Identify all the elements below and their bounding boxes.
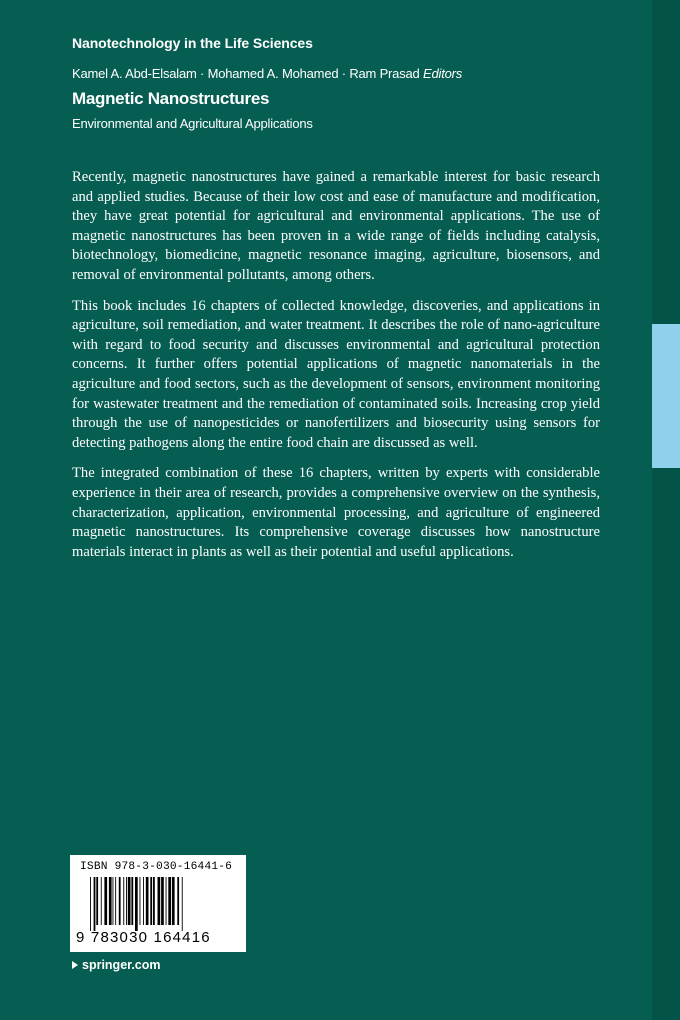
barcode-bar (115, 877, 116, 925)
barcode-bar (140, 877, 141, 925)
barcode-icon (90, 877, 230, 931)
barcode-bar (96, 877, 98, 925)
arrow-icon (72, 961, 78, 969)
publisher-link-text: springer.com (82, 958, 161, 972)
blurb-paragraph-1: Recently, magnetic nanostructures have gained a remarkable interest for basic research and applied studies. Because of their low cost and ease of manufacture and modification, they have great potential for agricultural and environmental applications. The use of magnetic nanostructures has been proven in a wide range of fields including catalysis, biotechnology, biomedicine, magnetic resonance imaging, agriculture, biosensors, and removal of environmental pollutants, among others. (72, 169, 600, 283)
spine-strip (652, 0, 680, 1020)
barcode-bar (153, 877, 155, 925)
barcode-bar (143, 877, 144, 925)
publisher-link[interactable] (72, 958, 161, 972)
barcode-bar (123, 877, 124, 925)
blurb (72, 168, 600, 573)
barcode-bar (131, 877, 133, 925)
barcode-bar (177, 877, 179, 925)
editors-line (72, 66, 462, 81)
barcode-bar (126, 877, 127, 925)
book-title: Magnetic Nanostructures (72, 89, 270, 108)
barcode-bar (146, 877, 149, 925)
editor-names: Kamel A. Abd-Elsalam · Mohamed A. Mohamed · Ram Prasad (72, 66, 420, 81)
barcode-bar (113, 877, 114, 925)
barcode-bar (135, 877, 138, 931)
barcode-box (70, 855, 246, 952)
barcode-bar (128, 877, 131, 925)
barcode-bar (94, 877, 96, 931)
barcode-bar (182, 877, 183, 931)
blurb-paragraph-3: The integrated combination of these 16 chapters, written by experts with considerable experience in their area of research, provides a comprehensive overview on the synthesis, characterization, application, environmental processing, and agriculture of engineered magnetic nanostructures. Its comprehensive coverage discusses how nanostructure materials interact in plants as well as their potential and useful applications. (72, 465, 600, 560)
barcode-bar (172, 877, 175, 925)
isbn-label: ISBN 978-3-030-16441-6 (80, 861, 233, 873)
tab-marker (652, 324, 680, 468)
barcode-bar (150, 877, 152, 925)
editors-role: Editors (423, 66, 463, 81)
book-subtitle: Environmental and Agricultural Applications (72, 116, 313, 131)
barcode-bar (101, 877, 102, 925)
barcode-bar (104, 877, 107, 925)
barcode-bar (166, 877, 167, 925)
barcode-bar (90, 877, 91, 931)
barcode-bar (161, 877, 164, 925)
series-title: Nanotechnology in the Life Sciences (72, 35, 313, 51)
ean-digits: 9 783030 164416 (76, 929, 211, 946)
barcode-bar (109, 877, 112, 925)
barcode-bar (168, 877, 171, 925)
barcode-bar (119, 877, 121, 925)
blurb-paragraph-2: This book includes 16 chapters of collected knowledge, discoveries, and applications in agriculture, soil remediation, and water treatment. It describes the role of nano-agriculture with regard to food security and discusses environmental and agricultural protection concerns. It further offers potential applications of magnetic nanomaterials in the agriculture and food sectors, such as the development of sensors, environment monitoring for wastewater treatment and the remediation of contaminated soils. Increasing crop yield through the use of nanopesticides or nanofertilizers and biosecurity using sensors for detecting pathogens along the entire food chain are discussed as well. (72, 297, 600, 451)
barcode-bar (158, 877, 161, 925)
